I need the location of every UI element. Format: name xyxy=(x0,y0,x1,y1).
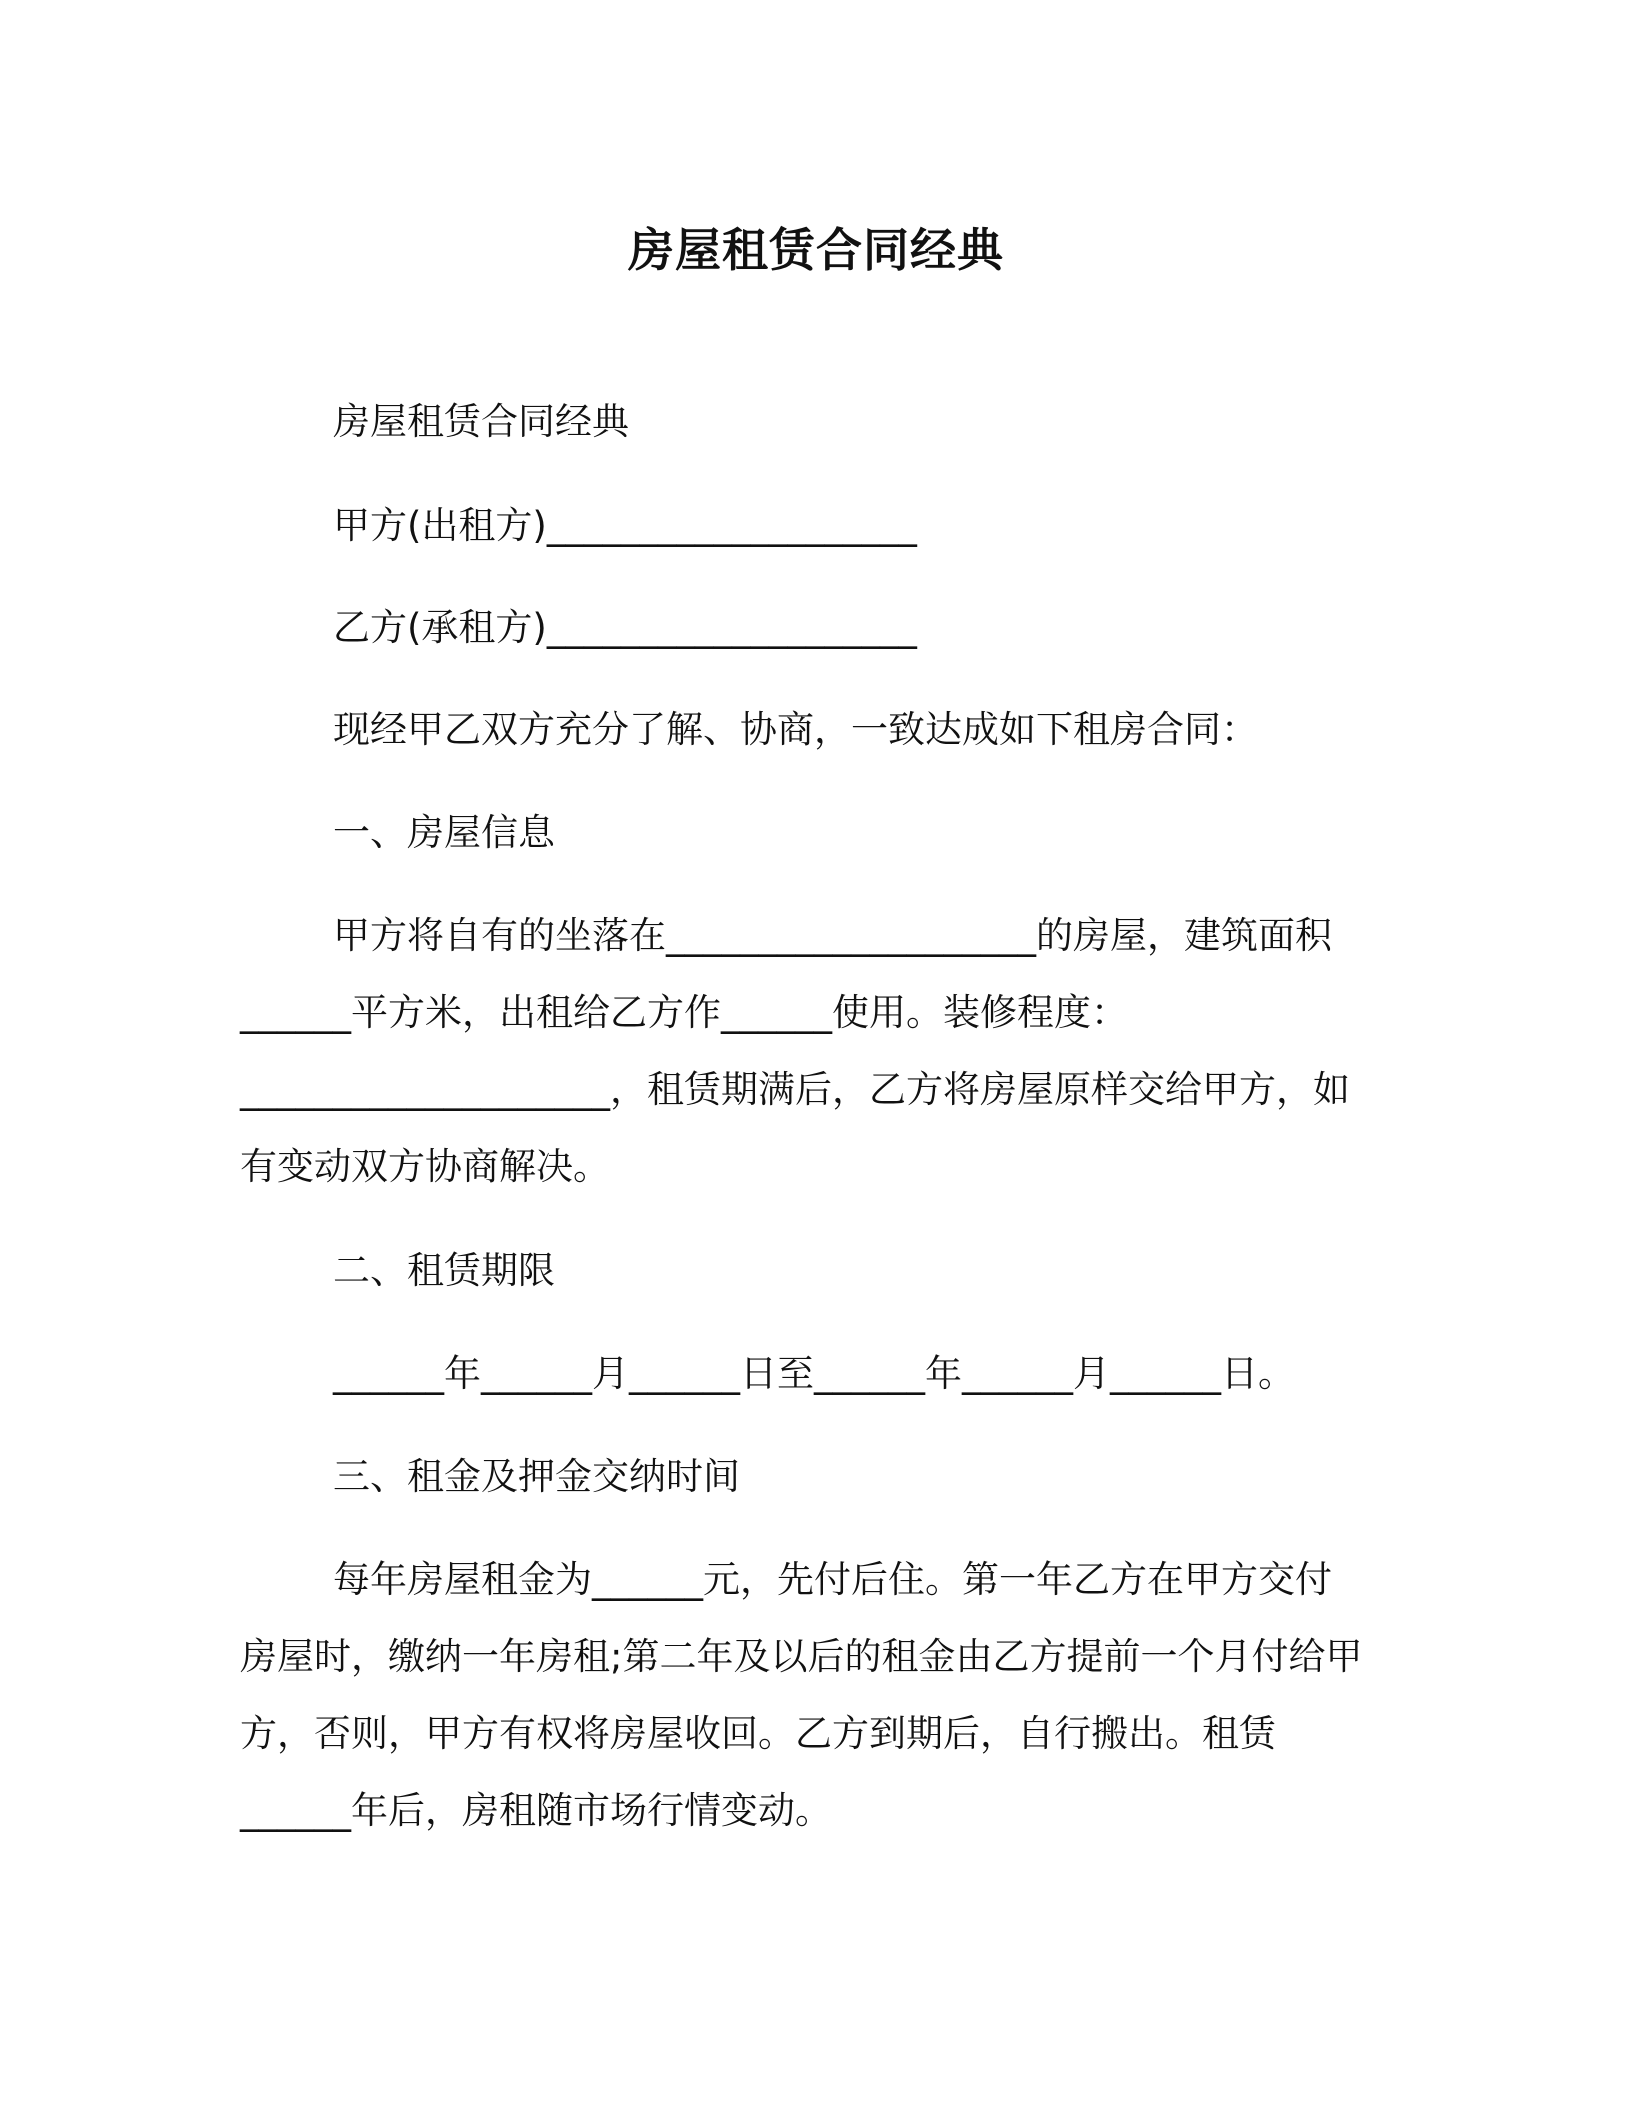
section-3-line-3: 方，否则，甲方有权将房屋收回。乙方到期后，自行搬出。租赁 xyxy=(240,1712,1276,1755)
section-1-heading: 一、房屋信息 xyxy=(333,811,555,854)
agreement-intro-line: 现经甲乙双方充分了解、协商，一致达成如下租房合同： xyxy=(333,708,1258,751)
section-3-heading: 三、租金及押金交纳时间 xyxy=(333,1455,740,1498)
section-1-line-3: ____________________，租赁期满后，乙方将房屋原样交给甲方，如 xyxy=(240,1068,1350,1111)
section-3-line-1: 每年房屋租金为______元，先付后住。第一年乙方在甲方交付 xyxy=(333,1558,1332,1601)
lease-period-line: ______年______月______日至______年______月______日。 xyxy=(333,1352,1295,1395)
section-2-heading: 二、租赁期限 xyxy=(333,1249,555,1292)
party-a-line: 甲方(出租方)____________________ xyxy=(333,504,917,547)
section-3-line-2: 房屋时，缴纳一年房租;第二年及以后的租金由乙方提前一个月付给甲 xyxy=(240,1635,1363,1678)
section-1-line-4: 有变动双方协商解决。 xyxy=(240,1145,610,1188)
document-title: 房屋租赁合同经典 xyxy=(628,223,1004,277)
party-b-line: 乙方(承租方)____________________ xyxy=(333,606,917,649)
subtitle-line: 房屋租赁合同经典 xyxy=(333,400,629,443)
section-3-line-4: ______年后，房租随市场行情变动。 xyxy=(240,1789,832,1832)
section-1-line-1: 甲方将自有的坐落在____________________的房屋，建筑面积 xyxy=(333,914,1332,957)
section-1-line-2: ______平方米，出租给乙方作______使用。装修程度： xyxy=(240,991,1128,1034)
